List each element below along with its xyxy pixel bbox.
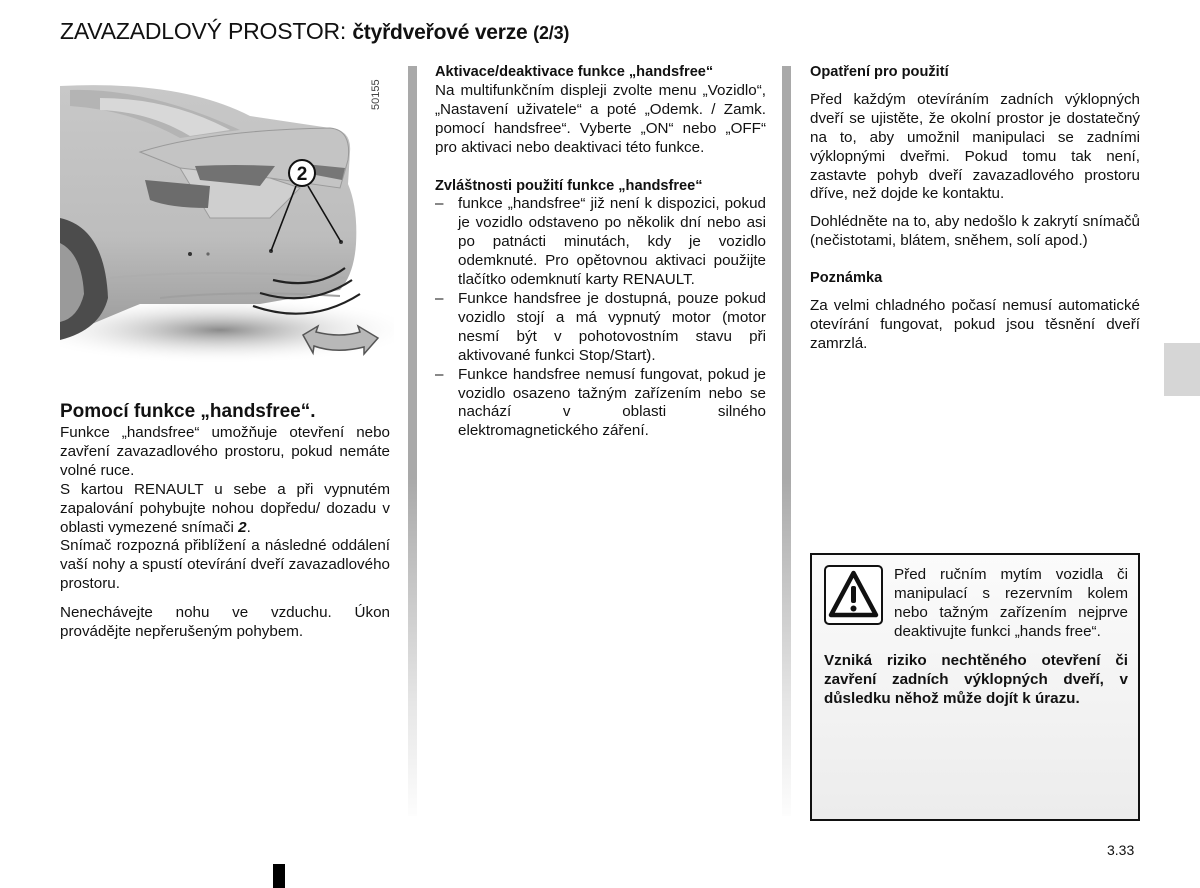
- car-rear-illustration-icon: [60, 68, 394, 374]
- section-heading-specifics: Zvláštnosti použití funkce „handsfree“: [435, 177, 703, 194]
- paragraph: Na multifunkčním displeji zvolte menu „Vozidlo“, „Nastavení uživatele“ a poté „Odemk. / Zamk. pomocí handsfree“. Vyberte „ON“ nebo „OFF“ pro aktivaci nebo deaktivaci této funkce.: [435, 81, 766, 156]
- section-heading-note: Poznámka: [810, 270, 883, 287]
- section-heading-activation: Aktivace/deaktivace funkce „handsfree“: [435, 64, 714, 80]
- warning-risk: Vzniká riziko nechtěného otevření či zavření zadních výklopných dveří, v důsledku něhož může dojít k úrazu.: [824, 652, 1128, 707]
- sensor-reference: 2: [238, 518, 247, 536]
- page-number: 3.33: [1107, 842, 1135, 858]
- paragraph: Za velmi chladného počasí nemusí automatické otevírání fungovat, pokud jsou těsnění dveří zamrzlá.: [810, 297, 1140, 352]
- column-separator: [408, 66, 417, 816]
- warning-box: [810, 553, 1140, 821]
- warning-message: Před ručním mytím vozidla či manipulací s rezervním kolem nebo tažným zařízením nejprve deaktivujte funkci „hands free“.: [894, 566, 1128, 640]
- svg-text:2: 2: [296, 164, 308, 185]
- chapter-tab: [1164, 343, 1200, 396]
- paragraph: Dohlédněte na to, aby nedošlo k zakrytí snímačů (nečistotami, blátem, sněhem, solí apod.): [810, 213, 1140, 250]
- list-item: – Funkce handsfree nemusí fungovat, pokud je vozidlo osazeno tažným zařízením nebo se nachází v oblasti silného elektromagnetického záření.: [435, 365, 766, 440]
- section-heading-precautions: Opatření pro použití: [810, 64, 949, 80]
- column-left: [60, 400, 390, 642]
- paragraph: Snímač rozpozná přiblížení a následné oddálení vaší nohy a spustí otevírání dveří zavazadlového prostoru.: [60, 537, 390, 593]
- crop-mark: [273, 864, 285, 888]
- warning-text: [824, 565, 1128, 708]
- trunk-handsfree-illustration: [60, 68, 394, 374]
- list-item: – Funkce handsfree je dostupná, pouze pokud vozidlo stojí a má vypnutý motor (motor nesmí být v pohotovostním stavu při aktivované funkci Stop/Start).: [435, 289, 766, 364]
- title-sub: čtyřdveřové verze: [352, 21, 534, 44]
- paragraph: Nenechávejte nohu ve vzduchu. Úkon provádějte nepřerušeným pohybem.: [60, 604, 390, 641]
- title-page-index: (2/3): [533, 23, 570, 43]
- page-title: [60, 18, 569, 45]
- paragraph: Před každým otevíráním zadních výklopných dveří se ujistěte, že okolní prostor je dostatečný na to, aby umožnil manipulaci se zadními výklopnými dveřmi. Pokud tomu tak není, zastavte pohyb dveří zavazadlového prostoru dříve, než dojde ke kontaktu.: [810, 90, 1140, 203]
- column-middle: [435, 63, 766, 441]
- specifics-list: [435, 195, 766, 441]
- paragraph: Funkce „handsfree“ umožňuje otevření nebo zavření zavazadlového prostoru, pokud nemáte volné ruce.: [60, 424, 390, 479]
- section-heading-handsfree: Pomocí funkce „handsfree“.: [60, 401, 316, 422]
- figure-code: 50155: [370, 79, 382, 110]
- list-item: – funkce „handsfree“ již není k dispozici, pokud je vozidlo odstaveno po několik dní nebo asi po patnácti minutách, kdy je vozidlo odemknuté. Pro opětovnou aktivaci použijte tlačítko odemknutí karty RENAULT.: [435, 195, 766, 289]
- column-right: [810, 63, 1140, 354]
- column-separator: [782, 66, 791, 816]
- paragraph: S kartou RENAULT u sebe a při vypnutém zapalování pohybujte nohou dopředu/ dozadu v oblasti vymezené snímači 2.: [60, 480, 390, 536]
- title-main: ZAVAZADLOVÝ PROSTOR:: [60, 18, 353, 44]
